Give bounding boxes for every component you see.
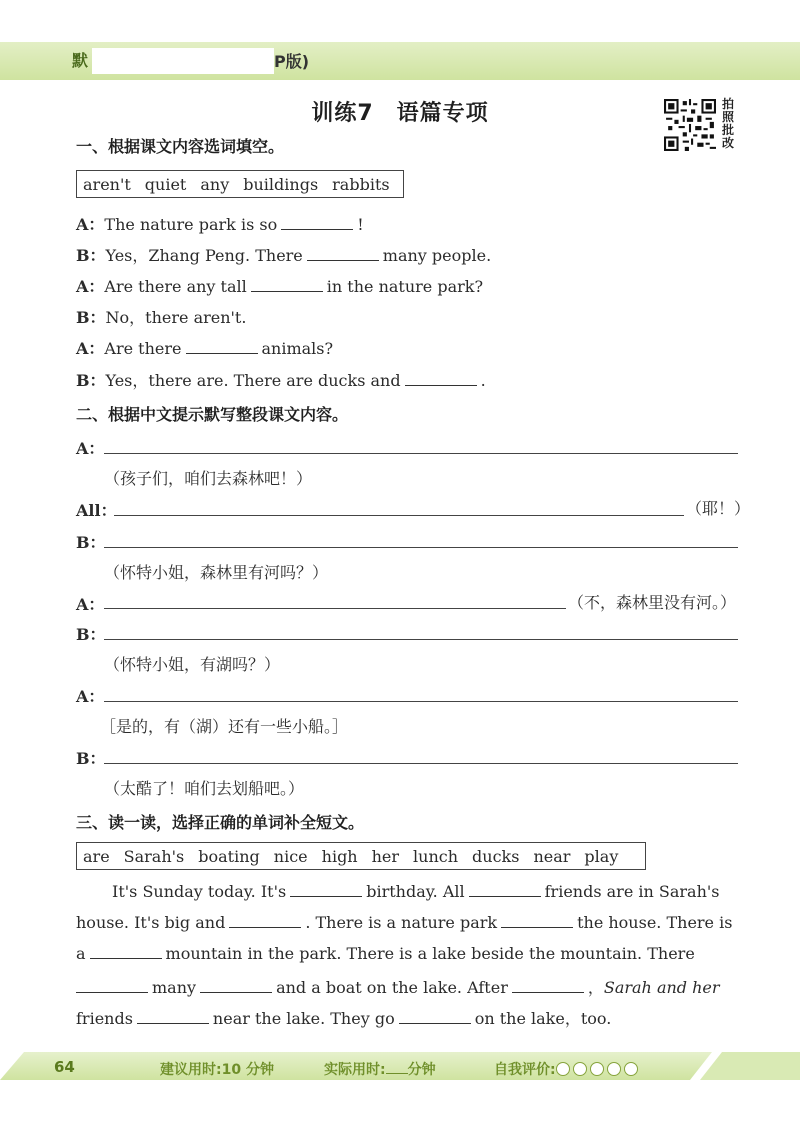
speaker-label: B： bbox=[76, 533, 106, 552]
chinese-hint: （太酷了！咱们去划船吧。） bbox=[104, 779, 305, 798]
word-bank-item: quiet bbox=[144, 174, 187, 194]
passage bbox=[76, 882, 740, 1042]
page-title: 训练7 语篇专项 bbox=[311, 101, 489, 126]
speaker-label: B： bbox=[76, 625, 106, 644]
answer-blank[interactable] bbox=[281, 215, 353, 230]
writing-row bbox=[76, 592, 104, 615]
answer-blank[interactable] bbox=[512, 978, 584, 993]
section1-word-bank bbox=[76, 170, 404, 198]
line-text: . bbox=[480, 371, 486, 390]
rating-star-icon[interactable] bbox=[556, 1062, 570, 1076]
passage-text: Sarah and her bbox=[603, 978, 720, 997]
qr-code-icon[interactable] bbox=[664, 99, 716, 151]
line-text: ! bbox=[357, 215, 364, 234]
rating-star-icon[interactable] bbox=[624, 1062, 638, 1076]
word-bank-item: boating bbox=[198, 846, 260, 866]
chinese-hint: （耶！） bbox=[686, 499, 751, 518]
passage-line bbox=[112, 882, 719, 901]
answer-blank[interactable] bbox=[251, 277, 323, 292]
answer-blank[interactable] bbox=[186, 339, 258, 354]
suggested-time: 建议用时:10 分钟 bbox=[160, 1062, 274, 1078]
dialogue-line bbox=[76, 243, 491, 266]
answer-blank[interactable] bbox=[501, 913, 573, 928]
answer-blank[interactable] bbox=[229, 913, 301, 928]
line-text: Are there bbox=[104, 339, 182, 358]
answer-blank[interactable] bbox=[76, 978, 148, 993]
speaker-label: A： bbox=[76, 439, 105, 458]
passage-text: and a boat on the lake. After bbox=[276, 978, 508, 997]
speaker-label: A： bbox=[76, 215, 105, 234]
word-bank-item: any bbox=[200, 174, 230, 194]
writing-line[interactable] bbox=[104, 762, 738, 764]
section2-heading: 二、根据中文提示默写整段课文内容。 bbox=[76, 405, 349, 424]
writing-line[interactable] bbox=[104, 700, 738, 702]
qr-label: 拍照批改 bbox=[722, 97, 735, 150]
passage-text: on the lake，too. bbox=[474, 1009, 612, 1028]
word-bank-item: lunch bbox=[413, 846, 459, 866]
section3-heading: 三、读一读，选择正确的单词补全短文。 bbox=[76, 813, 365, 832]
passage-text: near the lake. They go bbox=[212, 1009, 395, 1028]
answer-blank[interactable] bbox=[290, 882, 362, 897]
chinese-hint: （孩子们，咱们去森林吧！） bbox=[104, 469, 313, 488]
writing-line[interactable] bbox=[114, 514, 684, 516]
word-bank-item: are bbox=[83, 846, 110, 866]
dialogue-line bbox=[76, 336, 333, 359]
word-bank-item: play bbox=[584, 846, 619, 866]
self-eval-label: 自我评价: bbox=[494, 1062, 556, 1078]
rating-star-icon[interactable] bbox=[590, 1062, 604, 1076]
line-text: Yes，Zhang Peng. There bbox=[105, 246, 303, 265]
dialogue-line bbox=[76, 368, 486, 391]
writing-row bbox=[76, 498, 117, 521]
actual-time-blank[interactable] bbox=[386, 1061, 408, 1074]
passage-line bbox=[76, 975, 720, 998]
answer-blank[interactable] bbox=[200, 978, 272, 993]
redaction-box bbox=[92, 48, 274, 74]
rating-stars bbox=[556, 1062, 641, 1078]
word-bank-item: near bbox=[533, 846, 571, 866]
passage-text: friends are in Sarah's bbox=[544, 882, 720, 901]
speaker-label: B： bbox=[76, 246, 106, 265]
section3-word-bank bbox=[76, 842, 646, 870]
dialogue-line bbox=[76, 274, 483, 297]
word-bank-item: high bbox=[321, 846, 358, 866]
speaker-label: B： bbox=[76, 749, 106, 768]
speaker-label: B： bbox=[76, 371, 106, 390]
writing-line[interactable] bbox=[104, 607, 566, 609]
word-bank-item: Sarah's bbox=[123, 846, 185, 866]
passage-text: friends bbox=[76, 1009, 133, 1028]
dialogue-line bbox=[76, 212, 364, 235]
page-number: 64 bbox=[54, 1058, 75, 1076]
speaker-label: A： bbox=[76, 687, 105, 706]
word-bank-item: buildings bbox=[243, 174, 319, 194]
answer-blank[interactable] bbox=[137, 1009, 209, 1024]
writing-line[interactable] bbox=[104, 452, 738, 454]
passage-text: the house. There is bbox=[577, 913, 733, 932]
writing-line[interactable] bbox=[104, 638, 738, 640]
edition-prefix: 默 bbox=[72, 51, 90, 70]
line-text: Yes，there are. There are ducks and bbox=[105, 371, 401, 390]
line-text: many people. bbox=[382, 246, 492, 265]
speaker-label: A： bbox=[76, 595, 105, 614]
chinese-hint: （怀特小姐，有湖吗？） bbox=[104, 655, 281, 674]
actual-time-label: 实际用时: bbox=[324, 1062, 386, 1078]
chinese-hint: ［是的，有（湖）还有一些小船。］ bbox=[100, 717, 349, 736]
self-evaluation bbox=[494, 1059, 641, 1079]
word-bank-item: aren't bbox=[83, 174, 131, 194]
speaker-label: A： bbox=[76, 339, 105, 358]
word-bank-item: nice bbox=[273, 846, 308, 866]
word-bank-item: rabbits bbox=[332, 174, 390, 194]
line-text: The nature park is so bbox=[104, 215, 278, 234]
rating-star-icon[interactable] bbox=[607, 1062, 621, 1076]
passage-line bbox=[76, 1006, 611, 1029]
writing-row bbox=[76, 436, 104, 459]
passage-text: . There is a nature park bbox=[305, 913, 498, 932]
line-text: animals? bbox=[261, 339, 334, 358]
answer-blank[interactable] bbox=[399, 1009, 471, 1024]
word-bank-item: her bbox=[371, 846, 400, 866]
passage-text: It's Sunday today. It's bbox=[112, 882, 287, 901]
writing-row bbox=[76, 684, 104, 707]
passage-text: many bbox=[152, 978, 197, 997]
dialogue-line bbox=[76, 305, 246, 328]
chinese-hint: （怀特小姐，森林里有河吗？） bbox=[104, 563, 329, 582]
edition-suffix: P版) bbox=[274, 52, 310, 71]
section1-heading: 一、根据课文内容选词填空。 bbox=[76, 137, 285, 156]
word-bank-item: ducks bbox=[472, 846, 520, 866]
passage-line bbox=[76, 944, 695, 963]
answer-blank[interactable] bbox=[469, 882, 541, 897]
answer-blank[interactable] bbox=[90, 944, 162, 959]
line-text: No，there aren't. bbox=[105, 308, 247, 327]
rating-star-icon[interactable] bbox=[573, 1062, 587, 1076]
chinese-hint: （不，森林里没有河。） bbox=[568, 593, 737, 612]
writing-row bbox=[76, 746, 106, 769]
actual-time-unit: 分钟 bbox=[407, 1062, 436, 1078]
passage-text: house. It's big and bbox=[76, 913, 226, 932]
passage-text: mountain in the park. There is a lake beside the mountain. There bbox=[165, 944, 695, 963]
passage-text: a bbox=[76, 944, 86, 963]
passage-line bbox=[76, 913, 732, 932]
speaker-label: A： bbox=[76, 277, 105, 296]
answer-blank[interactable] bbox=[307, 246, 379, 261]
writing-row bbox=[76, 622, 106, 645]
speaker-label: B： bbox=[76, 308, 106, 327]
writing-row bbox=[76, 530, 106, 553]
line-text: Are there any tall bbox=[104, 277, 247, 296]
passage-text: birthday. All bbox=[366, 882, 465, 901]
answer-blank[interactable] bbox=[405, 371, 477, 386]
line-text: in the nature park? bbox=[326, 277, 484, 296]
actual-time bbox=[324, 1059, 436, 1079]
passage-text: ， bbox=[587, 978, 604, 997]
writing-line[interactable] bbox=[104, 546, 738, 548]
speaker-label: All： bbox=[76, 501, 117, 520]
